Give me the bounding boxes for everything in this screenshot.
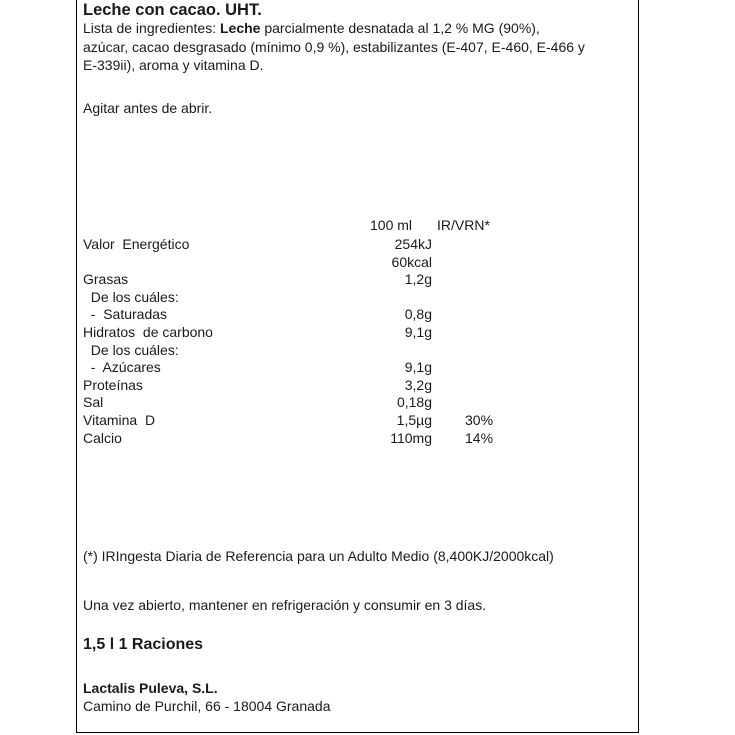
nutrition-ir: 14%: [465, 430, 494, 446]
ingredients-block: [83, 19, 639, 75]
footnote: (*) IRIngesta Diaria de Referencia para un Adulto Medio (8,400KJ/2000kcal): [83, 548, 554, 564]
nutrition-label: - Azúcares: [83, 359, 161, 375]
nutrition-value: 1,2g: [404, 271, 432, 287]
nutrition-value: 110mg: [390, 430, 432, 446]
ingredients-line-3: E-339ii), aroma y vitamina D.: [83, 57, 264, 73]
nutrition-label: Hidratos de carbono: [83, 324, 213, 340]
ingredients-line1-rest: parcialmente desnatada al 1,2 % MG (90%),: [260, 20, 540, 36]
nutrition-value: 254kJ: [394, 236, 432, 252]
nutrition-label: De los cuáles:: [83, 342, 179, 358]
ingredients-line-2: azúcar, cacao desgrasado (mínimo 0,9 %), estabilizantes (E-407, E-460, E-466 y: [83, 38, 585, 55]
nutrition-value: 1,5µg: [396, 412, 432, 428]
shake-notice: Agitar antes de abrir.: [83, 100, 213, 116]
nutrition-header-per: 100 ml: [370, 217, 413, 233]
nutrition-value: 9,1g: [404, 324, 432, 340]
nutrition-value: 0,18g: [396, 394, 432, 410]
nutrition-value: 3,2g: [404, 377, 432, 393]
nutrition-value: 60kcal: [391, 254, 432, 270]
nutrition-value: 0,8g: [404, 306, 432, 322]
ingredients-highlight: Leche: [219, 20, 261, 36]
nutrition-label: Grasas: [83, 271, 129, 287]
manufacturer-address: Camino de Purchil, 66 - 18004 Granada: [83, 698, 331, 714]
ingredients-prefix: Lista de ingredientes:: [83, 20, 220, 36]
nutrition-label: Sal: [83, 394, 104, 410]
storage-instructions: Una vez abierto, mantener en refrigeración y consumir en 3 días.: [83, 597, 487, 613]
nutrition-ir: 30%: [465, 412, 494, 428]
nutrition-label: Calcio: [83, 430, 122, 446]
nutrition-header-ir: IR/VRN*: [437, 217, 490, 233]
manufacturer-name: Lactalis Puleva, S.L.: [83, 680, 218, 696]
nutrition-value: 9,1g: [404, 359, 432, 375]
portions: 1,5 l 1 Raciones: [83, 636, 204, 653]
nutrition-label: Valor Energético: [83, 236, 190, 252]
nutrition-label: - Saturadas: [83, 306, 168, 322]
nutrition-label: De los cuáles:: [83, 289, 179, 305]
nutrition-label: Vitamina D: [83, 412, 156, 428]
ingredients-line-1: [83, 19, 639, 38]
product-title: Leche con cacao. UHT.: [83, 1, 262, 19]
nutrition-label: Proteínas: [83, 377, 143, 393]
